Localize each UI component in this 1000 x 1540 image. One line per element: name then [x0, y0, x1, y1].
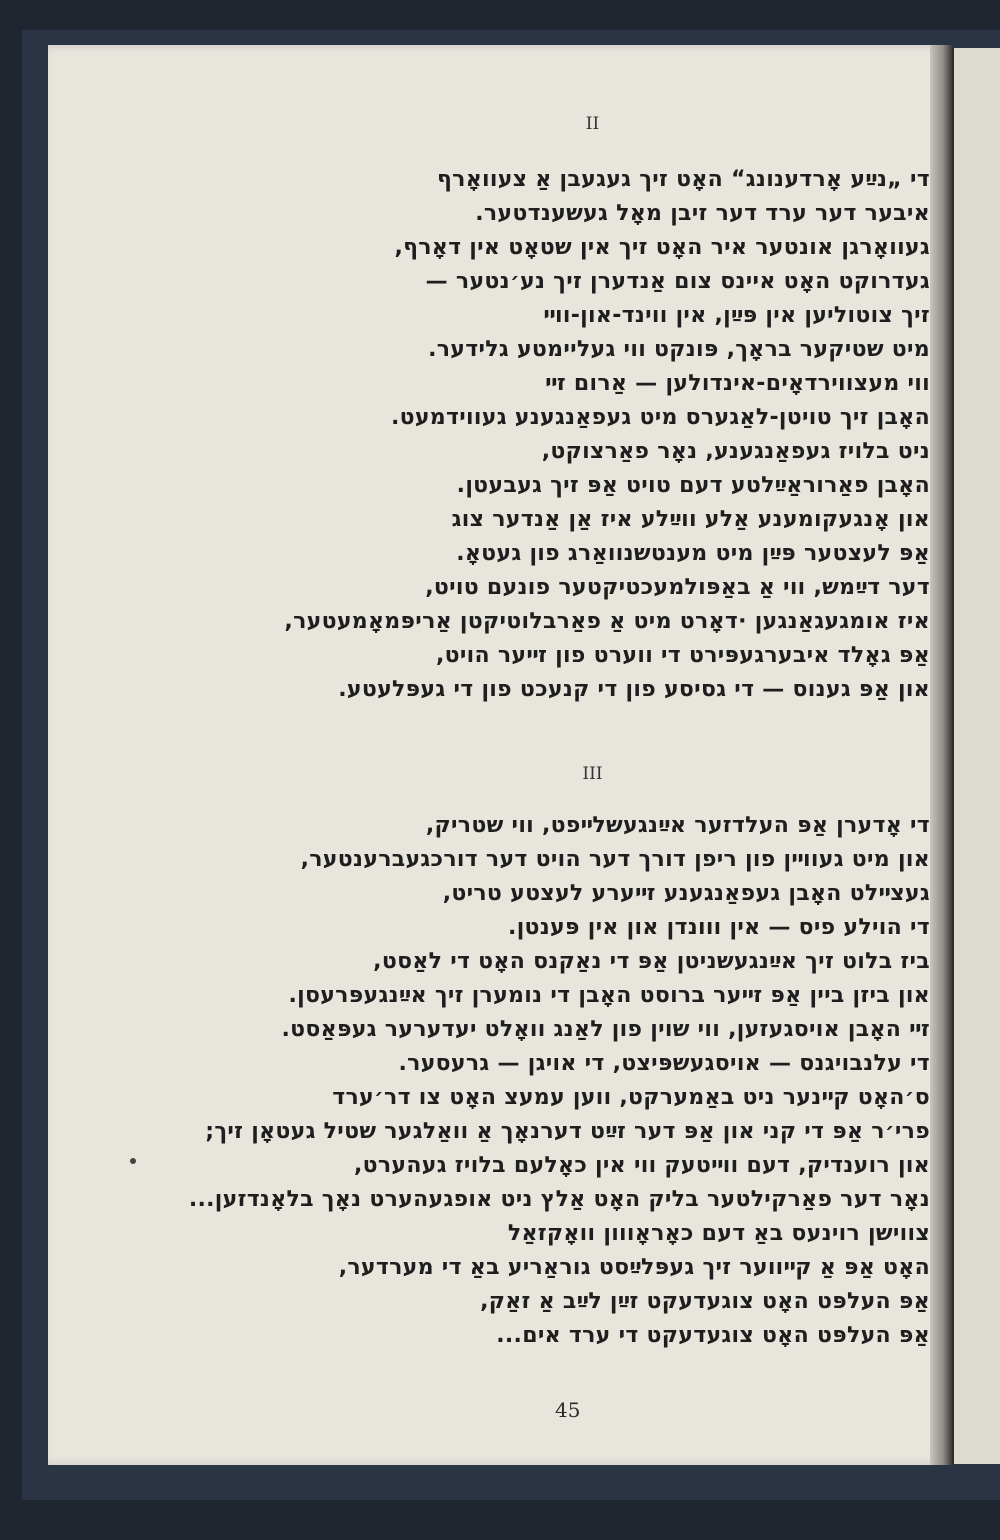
verse-line: מיט שטיקער בראָך, פּונקט ווי געליימטע גלידער. [428, 337, 930, 362]
verse-line: זײ האָבן אויסגעזען, ווי שוין פון לאַנג וואָלט יעדערער געפּאַסט. [281, 1017, 930, 1042]
verse-line: צווישן רוינעס באַ דעם כאָראָווון וואָקזאַל [507, 1221, 930, 1246]
verse-line: די עלנבויגנס — אויסגעשפּיצט, די אויגן — גרעסער. [398, 1051, 930, 1076]
verse-line: אַפּ גאָלד איבערגעפּירט די ווערט פון זײער הויט, [435, 643, 930, 668]
verse-line: די „נײַע אָרדענונג“ האָט זיך געגעבן אַ צעוואָרף [437, 167, 930, 192]
verse-line: ס׳האָט קײנער ניט באַמערקט, ווען עמעצ האָט צו דר׳ערד [332, 1085, 930, 1110]
verse-line: דער דײַמש, ווי אַ באַפּולמעכטיקטער פונעם טויט, [425, 575, 930, 600]
verse-line: און ביזן ביין אַפּ זײער ברוסט האָבן די נומערן זיך אײַנגעפּרעסן. [288, 983, 930, 1008]
verse-line: איז אומגעגאַנגען ·דאָרט מיט אַ פאַרבלוטיקטן אַריפּמאָמעטער, [284, 609, 930, 634]
verse-line: געדרוקט האָט איינס צום אַנדערן זיך נע׳נטער — [425, 269, 930, 294]
page-gutter [930, 45, 952, 1465]
verse-line: און מיט געווײן פון ריפן דורך דער הויט דער דורכגעברענטער, [300, 847, 930, 872]
verse-line: איבער דער ערד דער זיבן מאָל געשענדטער. [475, 201, 930, 226]
verse-line: אַפּ העלפּט האָט צוגעדעקט די ערד אים... [496, 1323, 930, 1348]
verse-line: נאָר דער פאַרקילטער בליק האָט אַלץ ניט אופגעהערט נאָך בלאָנדזען... [188, 1187, 930, 1212]
verse-line: האָבן זיך טויטן-לאַגערס מיט געפאַנגענע געווידמעט. [390, 405, 930, 430]
facing-page-edge [952, 48, 1000, 1464]
verse-line: אַפּ לעצטער פּײַן מיט מענטשנוואַרג פון געטאָ. [456, 541, 930, 566]
verse-line: האָבן פאַרוראַײַלטע דעם טויט אַפּ זיך געבעטן. [456, 473, 930, 498]
verse-line: די אָדערן אַפּ העלדזער אײַנגעשלײפט, ווי שטריק, [425, 813, 930, 838]
verse-line: און אַפּ גענוס — די גסיסע פון די קנעכט פון די געפּלעטע. [338, 677, 930, 702]
verse-line: האָט אַפּ אַ קײווער זיך געפּלײַסט גוראַריע באַ די מערדער, [338, 1255, 930, 1280]
verse-line: זיך צוטוליען אין פּײַן, אין ווינד-און-ווײ [543, 303, 930, 328]
verse-line: די הוילע פיס — אין ווונדן און אין פּענטן. [508, 915, 930, 940]
ink-mark [130, 1158, 136, 1164]
verse-line: ווי מעצווירדאָים-אינדולען — אַרום זײ [545, 371, 930, 396]
verse-line: פרי׳ר אַפּ די קני און אַפּ דער זײַט דערנאָך אַ וואַלגער שטיל געטאָן זיך; [205, 1119, 930, 1144]
verse-line: און רוענדיק, דעם ווײטעק ווי אין כאָלעם בלויז געהערט, [353, 1153, 930, 1178]
verse-line: אַפּ העלפּט האָט צוגעדעקט זײַן לײַב אַ זאַק, [480, 1289, 930, 1314]
verse-line: ניט בלויז געפאַנגענע, נאָר פאַרצוקט, [541, 439, 930, 464]
verse-line: און אָנגעקומענע אַלע ווײַלע איז אַן אַנדער צוג [451, 507, 930, 532]
page-number: 45 [555, 1398, 581, 1422]
section-numeral-3: III [582, 764, 603, 784]
verse-line: ביז בלוט זיך אײַנגעשניטן אַפּ די נאַקנס האָט די לאַסט, [373, 949, 930, 974]
section-numeral-2: II [585, 114, 600, 134]
verse-line: געצײלט האָבן געפאַנגענע זײערע לעצטע טריט, [442, 881, 930, 906]
verse-line: געוואָרגן אונטער איר האָט זיך אין שטאָט אין דאָרף, [394, 235, 930, 260]
